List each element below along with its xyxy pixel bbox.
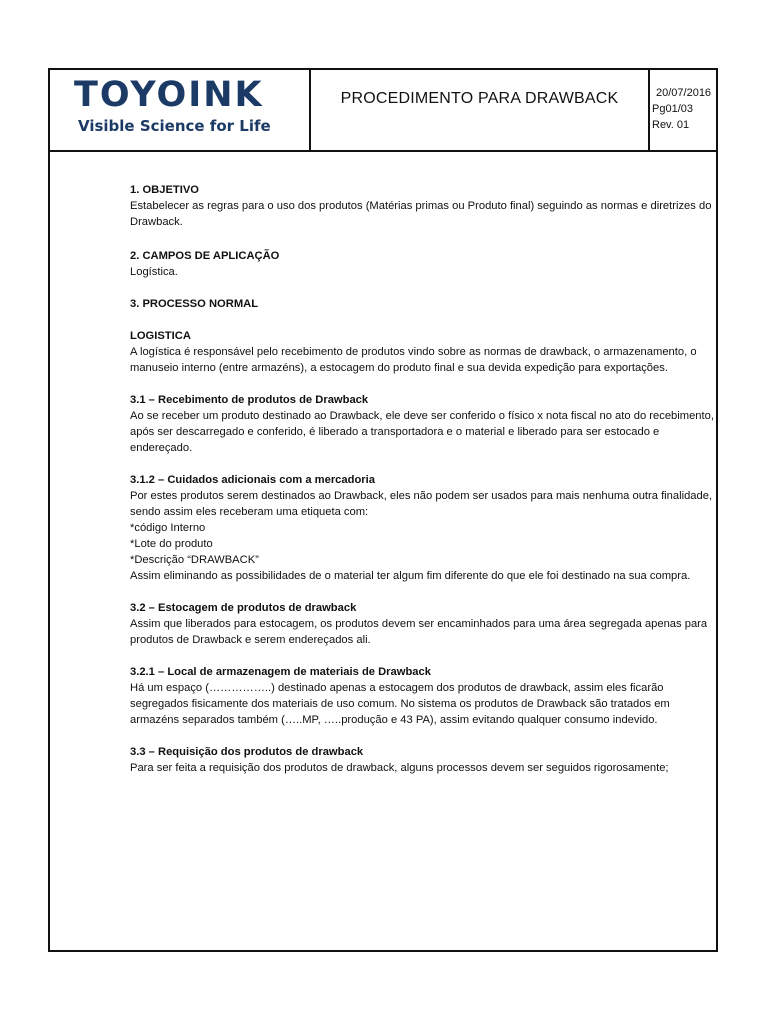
document-date: 20/07/2016 — [656, 87, 712, 99]
section-heading: 3.2 – Estocagem de produtos de drawback — [130, 602, 357, 614]
company-tagline: Visible Science for Life — [78, 117, 271, 135]
section-text: Logística. — [130, 266, 178, 278]
section-text: Para ser feita a requisição dos produtos de drawback, alguns processos devem ser seguidos rigorosamente; — [130, 762, 669, 774]
section-heading: 3. PROCESSO NORMAL — [130, 298, 259, 310]
section-heading: LOGISTICA — [130, 330, 191, 342]
list-item: *código Interno — [130, 522, 206, 534]
document-header — [50, 70, 716, 152]
list-item: *Descrição “DRAWBACK” — [130, 554, 259, 566]
section-text: Assim que liberados para estocagem, os produtos devem ser encaminhados para uma área segregada apenas para produtos de Drawback e serem endereçados ali. — [130, 618, 708, 646]
page-number: Pg01/03 — [652, 103, 693, 115]
section-heading: 3.3 – Requisição dos produtos de drawback — [130, 746, 364, 758]
section-text: Ao se receber um produto destinado ao Drawback, ele deve ser conferido o físico x nota fiscal no ato do recebimento, após ser descarregado e conferido, é liberado a transportadora e o material e liberado para ser estocado e endereçado. — [130, 410, 714, 454]
meta-cell — [650, 70, 716, 150]
section-heading: 3.1.2 – Cuidados adicionais com a mercadoria — [130, 474, 375, 486]
section-heading: 3.2.1 – Local de armazenagem de materiais de Drawback — [130, 666, 431, 678]
section-text: A logística é responsável pelo recebimento de produtos vindo sobre as normas de drawback, o armazenamento, o manuseio interno (entre armazéns), a estocagem do produto final e sua devida expedição para exportações. — [130, 346, 697, 374]
document-title: PROCEDIMENTO PARA DRAWBACK — [340, 90, 619, 107]
logo-cell — [50, 70, 311, 150]
revision-number: Rev. 01 — [652, 119, 690, 131]
section-text: Assim eliminando as possibilidades de o material ter algum fim diferente do que ele foi destinado na sua compra. — [130, 570, 691, 582]
section-heading: 1. OBJETIVO — [130, 184, 200, 196]
section-heading: 3.1 – Recebimento de produtos de Drawback — [130, 394, 369, 406]
section-text: Por estes produtos serem destinados ao Drawback, eles não podem ser usados para mais nenhuma outra finalidade, sendo assim eles receberam uma etiqueta com: — [130, 490, 713, 518]
document-frame — [48, 68, 718, 952]
section-heading: 2. CAMPOS DE APLICAÇÃO — [130, 250, 280, 262]
title-cell — [311, 70, 650, 150]
section-text: Há um espaço (……………..) destinado apenas a estocagem dos produtos de drawback, assim eles ficarão segregados fisicamente dos materiais de uso comum. No sistema os produtos de Drawback são tratados em armazéns separados também (…..MP, …..produção e 43 PA), assim evitando qualquer consumo indevido. — [130, 682, 670, 726]
document-body — [130, 182, 720, 776]
company-logo: TOYOINK — [74, 75, 264, 115]
list-item: *Lote do produto — [130, 538, 213, 550]
section-text: Estabelecer as regras para o uso dos produtos (Matérias primas ou Produto final) seguindo as normas e diretrizes do Drawback. — [130, 200, 712, 228]
